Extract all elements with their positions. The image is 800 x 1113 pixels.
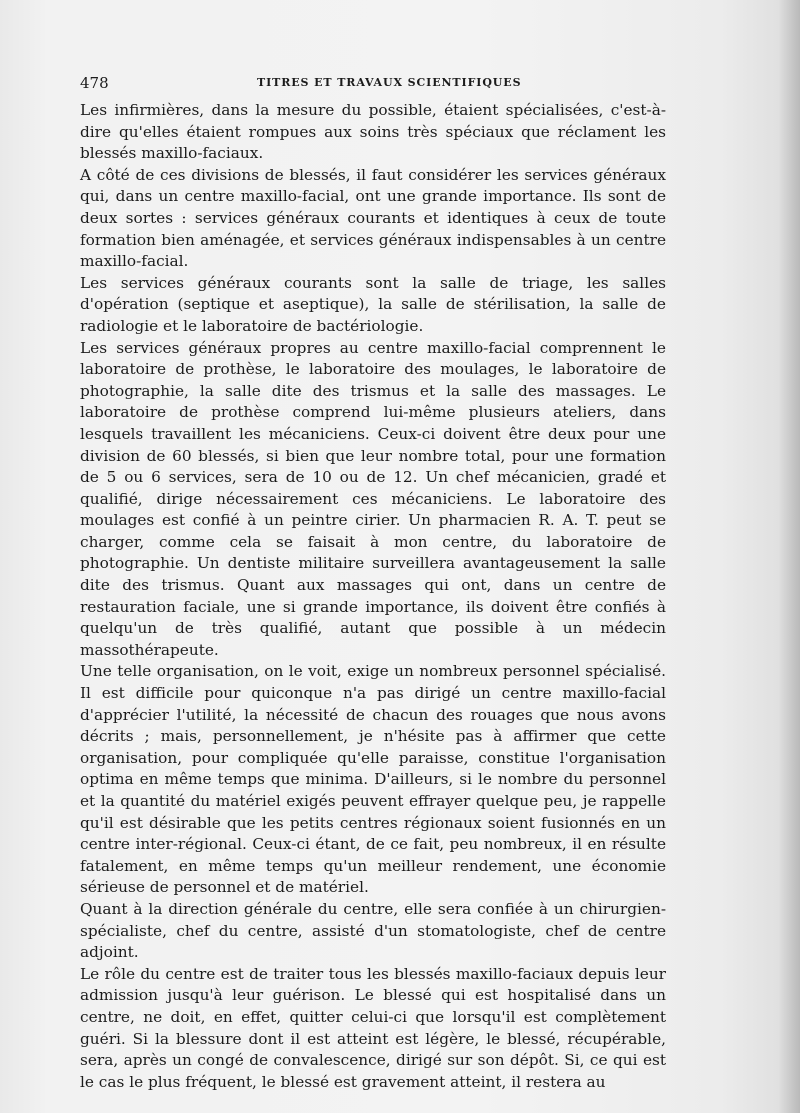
paragraph-direction: Quant à la direction générale du centre, elle sera confiée à un chirurgien-spécialiste, chef du centre, assisté d'un stomatologiste, chef de centre adjoint. [80,899,666,962]
body-text [80,100,666,1093]
paragraph-common-services: Les services généraux courants sont la salle de triage, les salles d'opération (septique et aseptique), la salle de stérilisation, la salle de radiologie et le laboratoire de bactériologie. [80,273,666,335]
paragraph-organisation: Une telle organisation, on le voit, exige un nombreux personnel spécialisé. Il est difficile pour quiconque n'a pas dirigé un centre maxillo-facial d'apprécier l'utilité, la nécessité de chacun des rouages que nous avons décrits ; mais, personnellement, je n'hésite pas à affirmer que cette organisation, pour compliquée qu'elle paraisse, constitue l'organisation optima en même temps que minima. D'ailleurs, si le nombre du personnel et la quantité du matériel exigés peuvent effrayer quelque peu, je rappelle qu'il est désirable que les petits centres régionaux soient fusionnés en un centre inter-régional. Ceux-ci étant, de ce fait, peu nombreux, il en résulte fatalement, en même temps qu'un meilleur rendement, une économie sérieuse de personnel et de matériel. [80,662,666,897]
paragraph-specific-services: Les services généraux propres au centre maxillo-facial comprennent le laboratoire de prothèse, le laboratoire des moulages, le laboratoire de photographie, la salle dite des trismus et la salle des massages. Le laboratoire de prothèse comprend lui-même plusieurs ateliers, dans lesquels travaillent les mécaniciens. Ceux-ci doivent être deux pour une division de 60 blessés, si bien que leur nombre total, pour une formation de 5 ou 6 services, sera de 10 ou de 12. Un chef mécanicien, gradé et qualifié, dirige nécessairement ces mécaniciens. Le laboratoire des moulages est confié à un peintre cirier. Un pharmacien R. A. T. peut se charger, comme cela se faisait à mon centre, du laboratoire de photographie. Un dentiste militaire surveillera avantageusement la salle dite des trismus. Quant aux massages qui ont, dans un centre de restauration faciale, une si grande importance, ils doivent être confiés à quelqu'un de très qualifié, autant que possible à un médecin massothérapeute. [80,338,666,659]
paragraph-nurses: Les infirmières, dans la mesure du possible, étaient spécialisées, c'est-à-dire qu'elles étaient rompues aux soins très spéciaux que réclament les blessés maxillo-faciaux. [80,101,666,163]
page-number: 478 [80,74,109,92]
paragraph-role-of-centre: Le rôle du centre est de traiter tous les blessés maxillo-faciaux depuis leur admission jusqu'à leur guérison. Le blessé qui est hospitalisé dans un centre, ne doit, en effet, quitter celui-ci que lorsqu'il est complètement guéri. Si la blessure dont il est atteint est légère, le blessé, récupérable, sera, après un congé de convalescence, dirigé sur son dépôt. Si, ce qui est le cas le plus fréquent, le blessé est gravement atteint, il restera au [80,964,666,1091]
paragraph-general-services: A côté de ces divisions de blessés, il faut considérer les services généraux qui, dans un centre maxillo-facial, ont une grande importance. Ils sont de deux sortes : services généraux courants et identiques à ceux de toute formation bien aménagée, et services généraux indispensables à un centre maxillo-facial. [80,165,666,271]
running-head [80,70,666,96]
running-title: TITRES ET TRAVAUX SCIENTIFIQUES [257,76,522,89]
